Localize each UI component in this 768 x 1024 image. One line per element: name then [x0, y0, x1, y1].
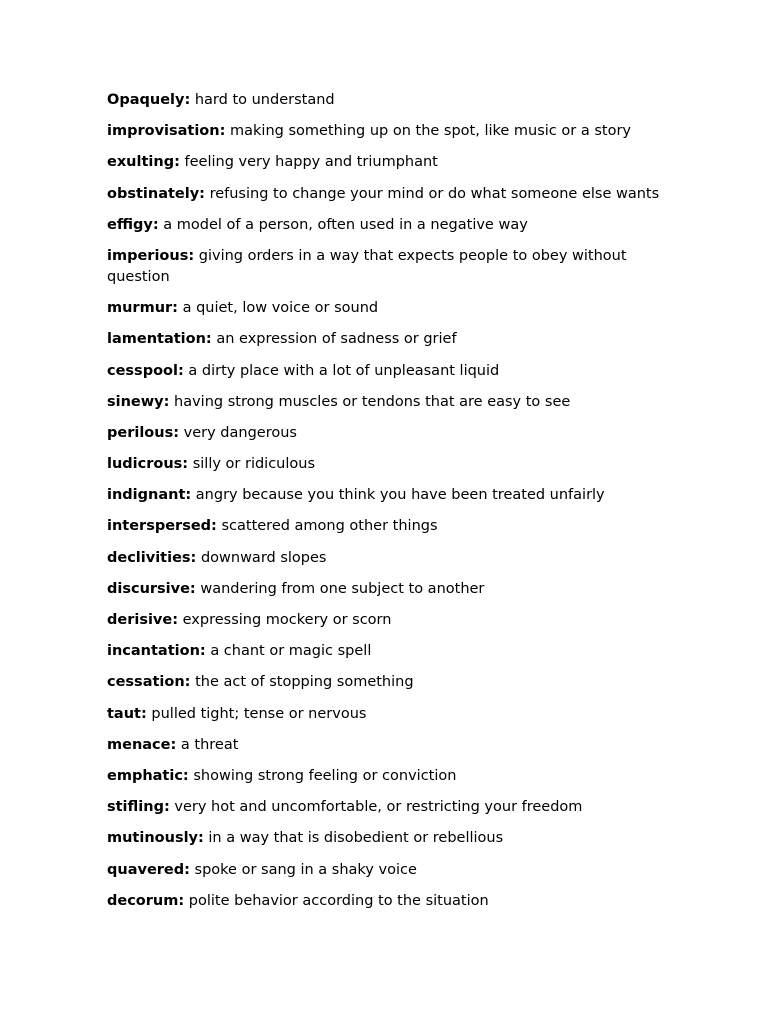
vocab-term: sinewy: [107, 393, 170, 410]
vocab-definition: having strong muscles or tendons that are easy to see [174, 393, 571, 410]
vocab-term: quavered: [107, 861, 190, 878]
vocab-term: exulting: [107, 154, 180, 171]
vocab-term: effigy: [107, 216, 159, 233]
vocab-definition: downward slopes [200, 549, 327, 566]
list-item [107, 516, 667, 537]
vocab-term: perilous: [107, 424, 180, 441]
vocab-term: ludicrous: [107, 456, 189, 473]
vocab-definition: feeling very happy and triumphant [184, 154, 438, 171]
vocab-term: menace: [107, 736, 177, 753]
vocab-term: declivities: [107, 549, 197, 566]
list-item [107, 860, 667, 881]
vocab-term: cesspool: [107, 362, 184, 379]
vocab-term: decorum: [107, 892, 185, 909]
vocab-definition: giving orders in a way that expects people to obey without question [107, 247, 627, 285]
vocab-definition: expressing mockery or scorn [182, 612, 392, 628]
vocab-definition: an expression of sadness or grief [216, 331, 457, 348]
list-item [107, 485, 667, 506]
list-item [107, 90, 667, 111]
vocab-term: lamentation: [107, 331, 212, 348]
list-item [107, 215, 667, 236]
vocab-definition: showing strong feeling or conviction [193, 767, 457, 784]
vocab-definition: a dirty place with a lot of unpleasant liquid [188, 362, 500, 379]
list-item [107, 329, 667, 350]
list-item [107, 184, 667, 205]
list-item [107, 797, 667, 818]
vocab-term: derisive: [107, 612, 179, 628]
vocab-term: stifling: [107, 799, 170, 816]
vocab-term: murmur: [107, 300, 178, 317]
vocab-term: improvisation: [107, 123, 226, 140]
vocab-definition: scattered among other things [221, 518, 438, 535]
list-item [107, 548, 667, 569]
vocab-term: incantation: [107, 643, 206, 660]
list-item [107, 641, 667, 662]
vocab-definition: wandering from one subject to another [200, 580, 485, 597]
vocab-definition: refusing to change your mind or do what someone else wants [209, 185, 660, 202]
vocab-definition: a threat [180, 736, 239, 753]
vocab-definition: a model of a person, often used in a negative way [163, 216, 528, 233]
vocab-definition: hard to understand [194, 92, 335, 108]
vocab-term: interspersed: [107, 518, 217, 535]
list-item [107, 766, 667, 787]
list-item [107, 672, 667, 693]
vocab-term: indignant: [107, 487, 192, 504]
vocab-term: emphatic: [107, 767, 189, 784]
vocab-term: Opaquely: [107, 92, 191, 108]
list-item [107, 246, 667, 288]
vocab-term: cessation: [107, 674, 191, 691]
vocab-definition: a chant or magic spell [210, 643, 372, 660]
vocab-definition: very hot and uncomfortable, or restricting your freedom [174, 799, 583, 816]
list-item [107, 361, 667, 382]
vocab-term: taut: [107, 705, 147, 722]
list-item [107, 610, 667, 631]
vocab-definition: the act of stopping something [195, 674, 414, 691]
vocab-definition: angry because you think you have been treated unfairly [195, 487, 605, 504]
list-item [107, 152, 667, 173]
list-item [107, 828, 667, 849]
vocab-definition: a quiet, low voice or sound [182, 300, 379, 317]
list-item [107, 392, 667, 413]
vocab-definition: silly or ridiculous [192, 456, 316, 473]
list-item [107, 454, 667, 475]
list-item [107, 423, 667, 444]
vocab-definition: pulled tight; tense or nervous [151, 705, 367, 722]
vocab-definition: spoke or sang in a shaky voice [194, 861, 417, 878]
list-item [107, 891, 667, 912]
list-item [107, 704, 667, 725]
vocab-term: discursive: [107, 580, 196, 597]
list-item [107, 121, 667, 142]
vocab-term: imperious: [107, 247, 195, 264]
list-item [107, 735, 667, 756]
list-item [107, 298, 667, 319]
vocab-definition: in a way that is disobedient or rebellious [208, 830, 504, 847]
list-item [107, 579, 667, 600]
vocab-definition: very dangerous [183, 424, 297, 441]
vocab-definition: making something up on the spot, like music or a story [230, 123, 631, 140]
vocab-definition: polite behavior according to the situation [188, 892, 489, 909]
vocab-term: obstinately: [107, 185, 205, 202]
vocabulary-list [107, 90, 667, 922]
vocab-term: mutinously: [107, 830, 204, 847]
